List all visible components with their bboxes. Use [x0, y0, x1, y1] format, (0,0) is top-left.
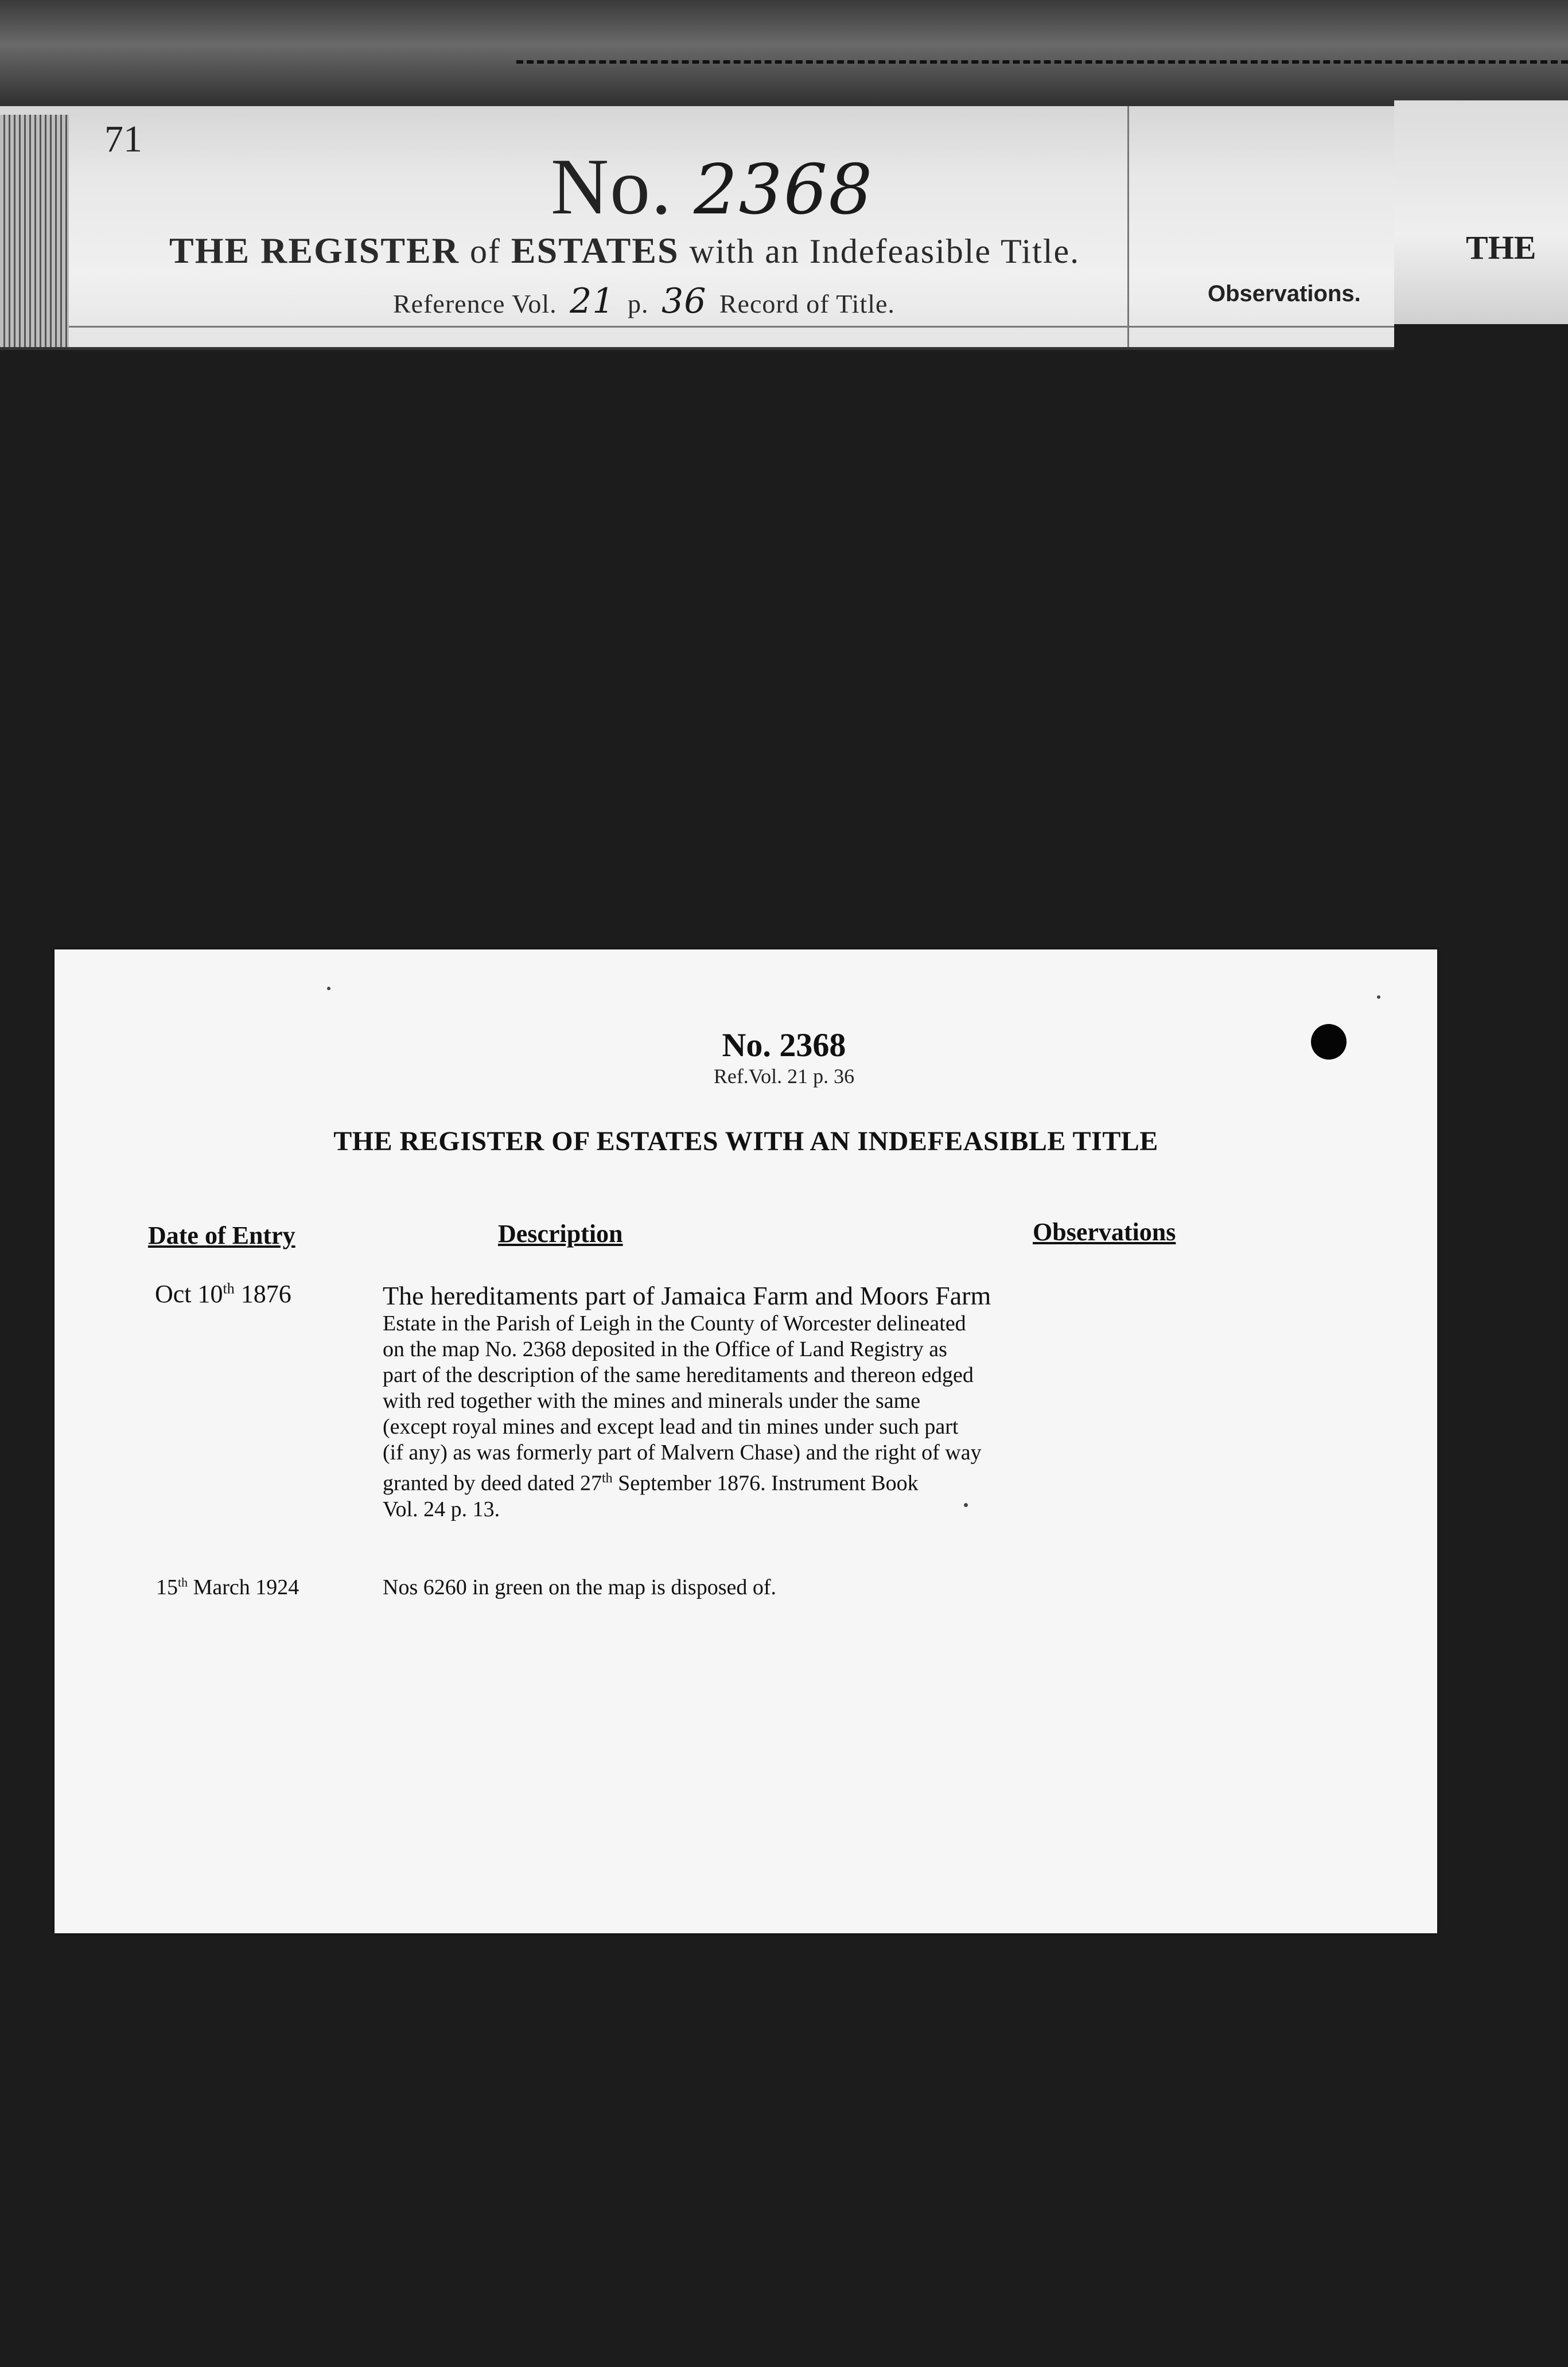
entry-date	[155, 1279, 291, 1309]
ledger-no-handwritten: 2368	[694, 150, 874, 230]
ledger-column-rule	[1127, 106, 1129, 347]
entry-date-main: 15	[156, 1575, 178, 1599]
card-title: THE REGISTER OF ESTATES WITH AN INDEFEASIBLE TITLE	[333, 1126, 1158, 1157]
entry-description-lead: Nos 6260 in green on the map is disposed of.	[383, 1575, 777, 1599]
ledger-page-edges	[0, 115, 69, 347]
ink-dot	[964, 1503, 968, 1507]
ledger-bottom-rule	[69, 326, 1394, 328]
entry-description-lead: The hereditaments part of Jamaica Farm and Moors Farm	[383, 1281, 991, 1310]
card-reference: Ref.Vol. 21 p. 36	[713, 1065, 855, 1088]
entry-description-sup: th	[601, 1471, 613, 1486]
ledger-register-number	[551, 141, 874, 233]
ledger-observations-label: Observations.	[1208, 281, 1361, 306]
dashed-edge	[516, 60, 1568, 64]
ledger-ref-p: p.	[628, 289, 649, 318]
ledger-ref-vol: 21	[570, 281, 615, 321]
ledger-ref-prefix: Reference Vol.	[393, 289, 557, 318]
ledger-title	[169, 229, 1080, 272]
card-register-number: No. 2368	[722, 1026, 846, 1064]
column-header-observations: Observations	[1033, 1218, 1176, 1246]
entry-date-year: March 1924	[188, 1575, 299, 1599]
ledger-title-part2: ESTATES	[511, 230, 679, 271]
ledger-title-part3: with an Indefeasible Title.	[689, 232, 1080, 270]
entry-date-suffix: th	[223, 1280, 235, 1297]
column-header-date: Date of Entry	[148, 1221, 295, 1249]
ink-dot	[327, 987, 330, 990]
entry-description-body	[383, 1311, 1042, 1523]
ledger-page-number: 71	[104, 118, 142, 160]
ledger-title-part1: THE REGISTER	[169, 230, 460, 271]
ledger-ref-page: 36	[662, 281, 707, 321]
ledger-no-prefix: No.	[551, 142, 673, 231]
ledger-title-of: of	[469, 232, 501, 270]
scanner-background-top	[0, 0, 1568, 112]
ledger-ref-suffix: Record of Title.	[719, 289, 895, 318]
ledger-facing-page-title: THE	[1466, 229, 1536, 266]
column-header-description: Description	[498, 1220, 623, 1248]
entry-date-year: 1876	[234, 1280, 291, 1308]
entry-description-text-a: Estate in the Parish of Leigh in the County of Worcester delineated on the map No. 2368 deposited in the Office of Land Registry as part of the description of the same hereditaments and thereon edged with red together with the mines and minerals under the same (except royal mines and except lead and tin mines under such part (if any) as was formerly part of Malvern Chase) and the right of way granted by deed dated 27	[383, 1311, 982, 1496]
ink-dot	[1377, 995, 1380, 999]
entry-date-main: Oct 10	[155, 1280, 223, 1308]
entry-description-text-b: September 1876. Instrument Book Vol. 24 p. 13.	[383, 1471, 919, 1521]
ledger-reference	[393, 281, 895, 321]
entry-date	[156, 1575, 299, 1600]
entry-date-suffix: th	[178, 1575, 188, 1590]
ledger-facing-page	[1394, 100, 1568, 324]
